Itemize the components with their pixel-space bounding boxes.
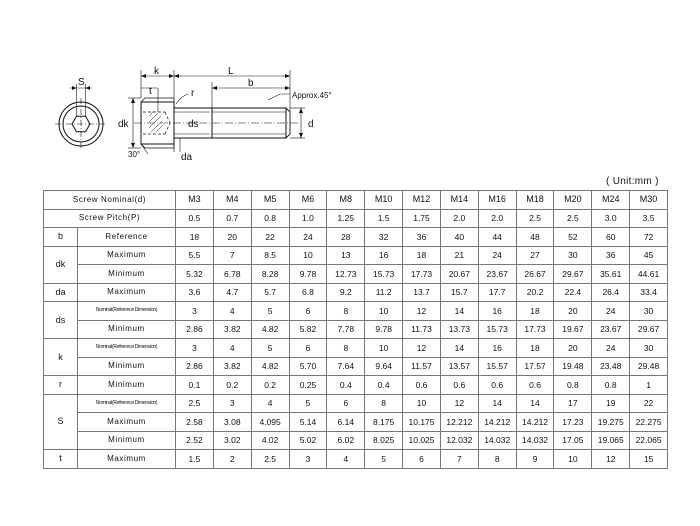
symbol-k: k <box>44 339 78 376</box>
value-cell: 15.73 <box>478 320 516 339</box>
value-cell: 12.032 <box>440 431 478 450</box>
value-cell: 0.4 <box>327 376 365 395</box>
value-cell: 19.065 <box>592 431 630 450</box>
symbol-t: t <box>44 450 78 469</box>
value-cell: 5 <box>289 394 327 413</box>
value-cell: 13.73 <box>440 320 478 339</box>
header-row-nominal <box>44 191 668 210</box>
value-cell: 14 <box>516 394 554 413</box>
value-cell: 10 <box>365 339 403 358</box>
symbol-r: r <box>44 376 78 395</box>
value-cell: 12.73 <box>327 265 365 284</box>
value-cell: 0.8 <box>251 209 289 228</box>
screw-side-view <box>128 70 305 154</box>
value-cell: 2.86 <box>176 357 214 376</box>
value-cell: 10.175 <box>403 413 441 432</box>
label-t: t <box>149 86 152 97</box>
value-cell: 14.212 <box>478 413 516 432</box>
value-cell: 9.78 <box>289 265 327 284</box>
value-cell: 27 <box>516 246 554 265</box>
value-cell: 5.02 <box>289 431 327 450</box>
value-cell: 17.05 <box>554 431 592 450</box>
value-cell: 19.67 <box>554 320 592 339</box>
size-header: M3 <box>176 191 214 210</box>
value-cell: 45 <box>630 246 668 265</box>
size-header: M5 <box>251 191 289 210</box>
value-cell: 17.57 <box>516 357 554 376</box>
size-header: M8 <box>327 191 365 210</box>
value-cell: 11.57 <box>403 357 441 376</box>
value-cell: 3.02 <box>213 431 251 450</box>
value-cell: 3.5 <box>630 209 668 228</box>
value-cell: 10.025 <box>403 431 441 450</box>
value-cell: 30 <box>630 339 668 358</box>
row-label: Reference <box>78 228 176 247</box>
value-cell: 6.78 <box>213 265 251 284</box>
value-cell: 18 <box>403 246 441 265</box>
value-cell: 8.175 <box>365 413 403 432</box>
label-L: L <box>228 66 234 77</box>
value-cell: 2.0 <box>478 209 516 228</box>
row-label: Minimum <box>78 357 176 376</box>
row-S-max <box>44 413 668 432</box>
row-label: Minimum <box>78 320 176 339</box>
row-ds-min <box>44 320 668 339</box>
value-cell: 20 <box>213 228 251 247</box>
size-header: M6 <box>289 191 327 210</box>
value-cell: 17.73 <box>516 320 554 339</box>
row-label: Maximum <box>78 413 176 432</box>
value-cell: 11.2 <box>365 283 403 302</box>
symbol-ds: ds <box>44 302 78 339</box>
value-cell: 7.64 <box>327 357 365 376</box>
value-cell: 3 <box>176 339 214 358</box>
row-b <box>44 228 668 247</box>
value-cell: 26.67 <box>516 265 554 284</box>
row-k-nom <box>44 339 668 358</box>
head-end-view <box>55 84 107 150</box>
row-ds-nom <box>44 302 668 321</box>
value-cell: 15.7 <box>440 283 478 302</box>
value-cell: 1.5 <box>176 450 214 469</box>
value-cell: 26.4 <box>592 283 630 302</box>
value-cell: 1.75 <box>403 209 441 228</box>
label-r: r <box>191 88 195 99</box>
value-cell: 40 <box>440 228 478 247</box>
value-cell: 60 <box>592 228 630 247</box>
unit-label: ( Unit:mm ) <box>606 176 659 187</box>
value-cell: 5.7 <box>251 283 289 302</box>
value-cell: 7.78 <box>327 320 365 339</box>
size-header: M20 <box>554 191 592 210</box>
value-cell: 16 <box>478 302 516 321</box>
value-cell: 30 <box>554 246 592 265</box>
value-cell: 7 <box>440 450 478 469</box>
value-cell: 14 <box>440 339 478 358</box>
label-ds: ds <box>188 119 199 130</box>
value-cell: 17.73 <box>403 265 441 284</box>
symbol-da: da <box>44 283 78 302</box>
value-cell: 22.275 <box>630 413 668 432</box>
value-cell: 0.6 <box>516 376 554 395</box>
value-cell: 29.67 <box>630 320 668 339</box>
value-cell: 0.25 <box>289 376 327 395</box>
value-cell: 1.0 <box>289 209 327 228</box>
row-label: Minimum <box>78 265 176 284</box>
label-approx-45: Approx.45° <box>292 91 332 100</box>
row-da <box>44 283 668 302</box>
value-cell: 9.78 <box>365 320 403 339</box>
value-cell: 36 <box>592 246 630 265</box>
value-cell: 13.7 <box>403 283 441 302</box>
value-cell: 0.8 <box>592 376 630 395</box>
value-cell: 4.82 <box>251 357 289 376</box>
value-cell: 16 <box>478 339 516 358</box>
value-cell: 16 <box>365 246 403 265</box>
screw-drawing <box>0 0 700 180</box>
value-cell: 30 <box>630 302 668 321</box>
value-cell: 9.64 <box>365 357 403 376</box>
value-cell: 15 <box>630 450 668 469</box>
value-cell: 2.52 <box>176 431 214 450</box>
value-cell: 0.7 <box>213 209 251 228</box>
size-header: M24 <box>592 191 630 210</box>
value-cell: 9.2 <box>327 283 365 302</box>
value-cell: 4 <box>213 302 251 321</box>
value-cell: 19.275 <box>592 413 630 432</box>
value-cell: 5.32 <box>176 265 214 284</box>
value-cell: 3.08 <box>213 413 251 432</box>
label-30-deg: 30° <box>128 150 141 159</box>
value-cell: 17 <box>554 394 592 413</box>
value-cell: 3.0 <box>592 209 630 228</box>
row-label: Minimum <box>78 431 176 450</box>
value-cell: 36 <box>403 228 441 247</box>
row-label: Nominal(Reference Dimension) <box>78 394 176 413</box>
value-cell: 14.032 <box>478 431 516 450</box>
symbol-dk: dk <box>44 246 78 283</box>
value-cell: 3 <box>176 302 214 321</box>
row-dk-min <box>44 265 668 284</box>
value-cell: 0.6 <box>403 376 441 395</box>
value-cell: 48 <box>516 228 554 247</box>
value-cell: 72 <box>630 228 668 247</box>
value-cell: 10 <box>554 450 592 469</box>
value-cell: 3.82 <box>213 357 251 376</box>
value-cell: 2 <box>213 450 251 469</box>
row-label: Minimum <box>78 376 176 395</box>
value-cell: 28 <box>327 228 365 247</box>
value-cell: 4.82 <box>251 320 289 339</box>
value-cell: 22.065 <box>630 431 668 450</box>
value-cell: 18 <box>516 302 554 321</box>
value-cell: 19 <box>592 394 630 413</box>
value-cell: 5.70 <box>289 357 327 376</box>
value-cell: 4 <box>251 394 289 413</box>
value-cell: 1.5 <box>365 209 403 228</box>
row-dk-max <box>44 246 668 265</box>
size-header: M18 <box>516 191 554 210</box>
value-cell: 19.48 <box>554 357 592 376</box>
value-cell: 3.6 <box>176 283 214 302</box>
label-dk: dk <box>118 119 129 130</box>
value-cell: 23.48 <box>592 357 630 376</box>
symbol-b: b <box>44 228 78 247</box>
value-cell: 14.212 <box>516 413 554 432</box>
value-cell: 12 <box>440 394 478 413</box>
value-cell: 3 <box>289 450 327 469</box>
row-S-min <box>44 431 668 450</box>
value-cell: 2.5 <box>251 450 289 469</box>
row-label: Nominal(Reference Dimension) <box>78 339 176 358</box>
value-cell: 0.4 <box>365 376 403 395</box>
spec-table <box>43 190 668 469</box>
value-cell: 2.5 <box>176 394 214 413</box>
value-cell: 2.58 <box>176 413 214 432</box>
value-cell: 14 <box>478 394 516 413</box>
row-label: Maximum <box>78 246 176 265</box>
value-cell: 9 <box>516 450 554 469</box>
value-cell: 17.23 <box>554 413 592 432</box>
row-t <box>44 450 668 469</box>
value-cell: 14.032 <box>516 431 554 450</box>
label-b: b <box>248 78 254 89</box>
value-cell: 4.02 <box>251 431 289 450</box>
value-cell: 6.02 <box>327 431 365 450</box>
value-cell: 5.82 <box>289 320 327 339</box>
value-cell: 12 <box>403 339 441 358</box>
size-header: M14 <box>440 191 478 210</box>
value-cell: 12 <box>403 302 441 321</box>
value-cell: 6 <box>403 450 441 469</box>
value-cell: 8 <box>478 450 516 469</box>
value-cell: 15.73 <box>365 265 403 284</box>
row-k-min <box>44 357 668 376</box>
value-cell: 6.8 <box>289 283 327 302</box>
value-cell: 0.6 <box>440 376 478 395</box>
row-r <box>44 376 668 395</box>
value-cell: 18 <box>176 228 214 247</box>
value-cell: 8 <box>327 339 365 358</box>
value-cell: 22 <box>630 394 668 413</box>
value-cell: 6 <box>327 394 365 413</box>
value-cell: 14 <box>440 302 478 321</box>
value-cell: 52 <box>554 228 592 247</box>
value-cell: 24 <box>289 228 327 247</box>
value-cell: 20.2 <box>516 283 554 302</box>
value-cell: 2.86 <box>176 320 214 339</box>
value-cell: 13.57 <box>440 357 478 376</box>
row-label: Maximum <box>78 283 176 302</box>
value-cell: 24 <box>592 302 630 321</box>
value-cell: 22.4 <box>554 283 592 302</box>
value-cell: 44 <box>478 228 516 247</box>
row-label: Nominal(Reference Dimension) <box>78 302 176 321</box>
label-S-dim: S <box>78 77 85 88</box>
value-cell: 2.5 <box>516 209 554 228</box>
value-cell: 4.7 <box>213 283 251 302</box>
value-cell: 3.82 <box>213 320 251 339</box>
value-cell: 4 <box>327 450 365 469</box>
value-cell: 18 <box>516 339 554 358</box>
value-cell: 12.212 <box>440 413 478 432</box>
size-header: M30 <box>630 191 668 210</box>
size-header: M4 <box>213 191 251 210</box>
symbol-S: S <box>44 394 78 450</box>
value-cell: 22 <box>251 228 289 247</box>
value-cell: 29.48 <box>630 357 668 376</box>
value-cell: 29.67 <box>554 265 592 284</box>
row-label: Maximum <box>78 450 176 469</box>
value-cell: 11.73 <box>403 320 441 339</box>
value-cell: 5 <box>365 450 403 469</box>
size-header: M12 <box>403 191 441 210</box>
value-cell: 5 <box>251 339 289 358</box>
value-cell: 33.4 <box>630 283 668 302</box>
value-cell: 5 <box>251 302 289 321</box>
value-cell: 23.67 <box>592 320 630 339</box>
row-S-nom <box>44 394 668 413</box>
value-cell: 20 <box>554 302 592 321</box>
value-cell: 10 <box>365 302 403 321</box>
value-cell: 5.14 <box>289 413 327 432</box>
header-row-pitch <box>44 209 668 228</box>
value-cell: 3 <box>213 394 251 413</box>
value-cell: 0.5 <box>176 209 214 228</box>
value-cell: 5.5 <box>176 246 214 265</box>
value-cell: 8 <box>327 302 365 321</box>
value-cell: 2.5 <box>554 209 592 228</box>
value-cell: 8 <box>365 394 403 413</box>
value-cell: 1.25 <box>327 209 365 228</box>
value-cell: 24 <box>478 246 516 265</box>
header-nominal-label: Screw Nominal(d) <box>44 191 176 210</box>
value-cell: 6 <box>289 302 327 321</box>
value-cell: 4 <box>213 339 251 358</box>
header-pitch-label: Screw Pitch(P) <box>44 209 176 228</box>
value-cell: 6 <box>289 339 327 358</box>
value-cell: 12 <box>592 450 630 469</box>
value-cell: 4.095 <box>251 413 289 432</box>
value-cell: 20.67 <box>440 265 478 284</box>
value-cell: 0.2 <box>213 376 251 395</box>
size-header: M16 <box>478 191 516 210</box>
value-cell: 20 <box>554 339 592 358</box>
value-cell: 35.61 <box>592 265 630 284</box>
value-cell: 44.61 <box>630 265 668 284</box>
value-cell: 13 <box>327 246 365 265</box>
value-cell: 0.8 <box>554 376 592 395</box>
value-cell: 10 <box>289 246 327 265</box>
label-d: d <box>308 119 314 130</box>
value-cell: 0.2 <box>251 376 289 395</box>
value-cell: 0.1 <box>176 376 214 395</box>
label-k: k <box>154 66 159 77</box>
value-cell: 32 <box>365 228 403 247</box>
label-da: da <box>181 152 193 163</box>
value-cell: 24 <box>592 339 630 358</box>
value-cell: 2.0 <box>440 209 478 228</box>
value-cell: 8.5 <box>251 246 289 265</box>
value-cell: 0.6 <box>478 376 516 395</box>
value-cell: 8.28 <box>251 265 289 284</box>
value-cell: 6.14 <box>327 413 365 432</box>
size-header: M10 <box>365 191 403 210</box>
value-cell: 7 <box>213 246 251 265</box>
value-cell: 23.67 <box>478 265 516 284</box>
value-cell: 1 <box>630 376 668 395</box>
value-cell: 10 <box>403 394 441 413</box>
value-cell: 21 <box>440 246 478 265</box>
value-cell: 8.025 <box>365 431 403 450</box>
value-cell: 17.7 <box>478 283 516 302</box>
value-cell: 15.57 <box>478 357 516 376</box>
